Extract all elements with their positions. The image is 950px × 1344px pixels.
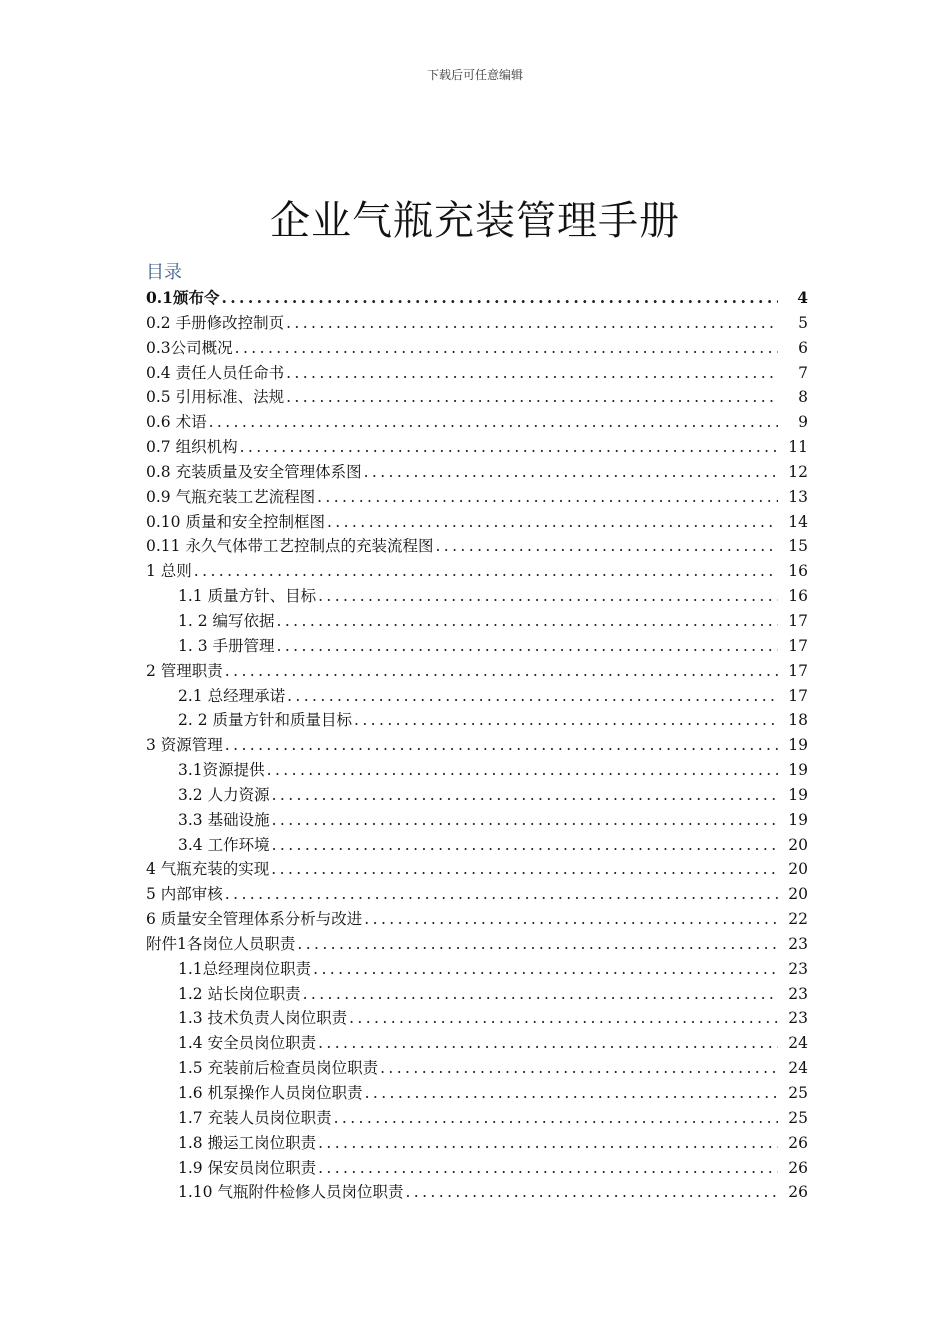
toc-entry[interactable]: [146, 311, 808, 336]
toc-dot-leader: [235, 339, 778, 357]
toc-dot-leader: [364, 463, 778, 481]
toc-entry-page-number: 16: [788, 562, 808, 581]
toc-entry-title: 1.3 技术负责人岗位职责: [178, 1009, 348, 1028]
toc-entry-page-number: 8: [798, 388, 808, 407]
toc-dot-leader: [287, 687, 778, 705]
toc-entry-page-number: 24: [788, 1059, 808, 1078]
toc-entry-title: 1. 3 手册管理: [178, 636, 275, 655]
toc-dot-leader: [303, 985, 778, 1003]
toc-entry-title: 1.2 站长岗位职责: [178, 984, 301, 1003]
toc-entry[interactable]: [146, 1106, 808, 1131]
toc-entry-title: 0.9 气瓶充装工艺流程图: [146, 487, 316, 506]
toc-entry[interactable]: [146, 634, 808, 659]
toc-dot-leader: [277, 637, 778, 655]
toc-dot-leader: [365, 1084, 778, 1102]
table-of-contents: [146, 286, 808, 1205]
toc-entry-title: 3.4 工作环境: [178, 835, 270, 854]
toc-dot-leader: [272, 786, 778, 804]
toc-entry-page-number: 20: [788, 885, 808, 904]
toc-entry-page-number: 11: [788, 438, 808, 457]
toc-entry[interactable]: [146, 1081, 808, 1106]
toc-entry[interactable]: [146, 559, 808, 584]
toc-entry[interactable]: [146, 1031, 808, 1056]
toc-entry-page-number: 19: [788, 810, 808, 829]
toc-entry[interactable]: [146, 1006, 808, 1031]
toc-entry[interactable]: [146, 957, 808, 982]
toc-dot-leader: [272, 811, 778, 829]
toc-dot-leader: [240, 438, 778, 456]
toc-entry-title: 0.4 责任人员任命书: [146, 363, 285, 382]
toc-dot-leader: [272, 836, 778, 854]
toc-entry[interactable]: [146, 982, 808, 1007]
toc-entry-title: 0.7 组织机构: [146, 438, 238, 457]
toc-dot-leader: [405, 1183, 778, 1201]
toc-entry-title: 0.3公司概况: [146, 338, 233, 357]
toc-dot-leader: [318, 1034, 778, 1052]
toc-entry-title: 1.7 充装人员岗位职责: [178, 1108, 332, 1127]
toc-dot-leader: [286, 388, 778, 406]
toc-dot-leader: [313, 960, 778, 978]
toc-entry-title: 3 资源管理: [146, 736, 223, 755]
toc-entry[interactable]: [146, 361, 808, 386]
toc-entry-title: 附件1各岗位人员职责: [146, 934, 296, 953]
toc-dot-leader: [349, 1009, 778, 1027]
toc-entry-title: 5 内部审核: [146, 885, 223, 904]
toc-entry-page-number: 23: [788, 959, 808, 978]
header-note: 下载后可任意编辑: [426, 68, 523, 82]
toc-entry-title: 0.1颁布令: [146, 288, 220, 307]
toc-entry[interactable]: [146, 907, 808, 932]
toc-entry-title: 1.10 气瓶附件检修人员岗位职责: [178, 1183, 404, 1202]
toc-entry-title: 1 总则: [146, 562, 192, 581]
toc-dot-leader: [318, 1159, 778, 1177]
toc-entry[interactable]: [146, 534, 808, 559]
toc-entry-title: 1.6 机泵操作人员岗位职责: [178, 1084, 363, 1102]
toc-entry-title: 3.2 人力资源: [178, 785, 270, 804]
toc-entry-page-number: 17: [788, 611, 808, 630]
toc-dot-leader: [354, 711, 778, 729]
toc-entry-title: 6 质量安全管理体系分析与改进: [146, 910, 363, 929]
toc-entry-page-number: 5: [798, 313, 808, 332]
toc-entry-page-number: 20: [788, 860, 808, 879]
toc-entry-page-number: 23: [788, 984, 808, 1003]
toc-entry-page-number: 13: [788, 487, 808, 506]
toc-entry-title: 0.10 质量和安全控制框图: [146, 512, 325, 531]
toc-entry-title: 1. 2 编写依据: [178, 611, 275, 630]
toc-entry-page-number: 9: [798, 413, 808, 432]
toc-dot-leader: [297, 935, 778, 953]
toc-dot-leader: [209, 413, 778, 431]
toc-entry[interactable]: [146, 460, 808, 485]
toc-entry-page-number: 26: [788, 1133, 808, 1152]
toc-entry[interactable]: [146, 857, 808, 882]
toc-entry[interactable]: [146, 1156, 808, 1181]
toc-entry-page-number: 23: [788, 934, 808, 953]
toc-dot-leader: [277, 612, 778, 630]
toc-entry[interactable]: [146, 485, 808, 510]
toc-entry-page-number: 17: [788, 686, 808, 705]
toc-entry[interactable]: [146, 932, 808, 957]
toc-dot-leader: [267, 761, 778, 779]
toc-entry[interactable]: [146, 783, 808, 808]
toc-dot-leader: [318, 587, 778, 605]
toc-entry[interactable]: [146, 1056, 808, 1081]
toc-dot-leader: [225, 885, 778, 903]
toc-entry-page-number: 4: [797, 288, 808, 307]
toc-dot-leader: [327, 513, 778, 531]
toc-entry[interactable]: [146, 385, 808, 410]
toc-entry[interactable]: [146, 659, 808, 684]
toc-entry-title: 3.3 基础设施: [178, 810, 270, 829]
toc-entry-title: 0.2 手册修改控制页: [146, 313, 285, 332]
toc-entry-title: 3.1资源提供: [178, 761, 265, 780]
toc-entry-page-number: 15: [788, 537, 808, 556]
toc-entry[interactable]: [146, 336, 808, 361]
toc-entry-title: 1.1总经理岗位职责: [178, 959, 312, 978]
toc-entry-title: 0.11 永久气体带工艺控制点的充装流程图: [146, 537, 434, 556]
toc-entry-page-number: 26: [788, 1158, 808, 1177]
toc-entry[interactable]: [146, 410, 808, 435]
toc-entry-page-number: 18: [788, 711, 808, 730]
toc-entry-page-number: 14: [788, 512, 808, 531]
toc-entry[interactable]: [146, 1180, 808, 1205]
toc-entry-page-number: 20: [788, 835, 808, 854]
toc-entry-page-number: 17: [788, 661, 808, 680]
toc-entry-page-number: 25: [788, 1108, 808, 1127]
toc-entry-page-number: 19: [788, 761, 808, 780]
toc-entry-title: 2.1 总经理承诺: [178, 686, 286, 705]
toc-entry-page-number: 23: [788, 1009, 808, 1028]
toc-dot-leader: [225, 736, 778, 754]
toc-entry-title: 0.5 引用标准、法规: [146, 388, 285, 407]
toc-dot-leader: [286, 314, 778, 332]
toc-entry-title: 2 管理职责: [146, 661, 223, 680]
toc-entry-page-number: 6: [798, 338, 808, 357]
toc-entry-title: 1.9 保安员岗位职责: [178, 1158, 317, 1177]
toc-entry[interactable]: [146, 1131, 808, 1156]
toc-entry[interactable]: [146, 833, 808, 858]
toc-dot-leader: [380, 1059, 778, 1077]
toc-entry-title: 4 气瓶充装的实现: [146, 860, 270, 879]
toc-entry-title: 1.8 搬运工岗位职责: [178, 1133, 317, 1152]
document-title: 企业气瓶充装管理手册: [270, 197, 680, 244]
toc-entry[interactable]: [146, 510, 808, 535]
toc-entry-title: 1.5 充装前后检查员岗位职责: [178, 1059, 379, 1078]
toc-dot-leader: [221, 288, 778, 307]
toc-dot-leader: [286, 364, 778, 382]
toc-entry-title: 0.6 术语: [146, 413, 207, 432]
toc-dot-leader: [364, 910, 778, 928]
toc-entry[interactable]: [146, 733, 808, 758]
toc-entry[interactable]: [146, 708, 808, 733]
toc-entry[interactable]: [146, 435, 808, 460]
toc-entry-title: 0.8 充装质量及安全管理体系图: [146, 462, 362, 481]
toc-dot-leader: [317, 488, 778, 506]
toc-entry-page-number: 16: [788, 587, 808, 606]
toc-dot-leader: [194, 562, 778, 580]
toc-dot-leader: [334, 1109, 778, 1127]
toc-entry-title: 1.1 质量方针、目标: [178, 587, 317, 606]
toc-entry-title: 1.4 安全员岗位职责: [178, 1034, 317, 1053]
toc-entry-page-number: 25: [788, 1084, 808, 1102]
toc-entry[interactable]: [146, 684, 808, 709]
toc-dot-leader: [225, 662, 778, 680]
toc-heading: 目录: [146, 262, 182, 283]
toc-entry-page-number: 22: [788, 910, 808, 929]
toc-entry[interactable]: [146, 584, 808, 609]
toc-entry-page-number: 19: [788, 736, 808, 755]
toc-entry[interactable]: [146, 758, 808, 783]
toc-entry-page-number: 7: [798, 363, 808, 382]
toc-entry[interactable]: [146, 609, 808, 634]
toc-entry-page-number: 19: [788, 785, 808, 804]
toc-entry[interactable]: [146, 882, 808, 907]
toc-entry[interactable]: [146, 808, 808, 833]
toc-dot-leader: [435, 537, 778, 555]
toc-entry-page-number: 24: [788, 1034, 808, 1053]
toc-entry[interactable]: [146, 286, 808, 311]
toc-entry-page-number: 17: [788, 636, 808, 655]
toc-entry-title: 2. 2 质量方针和质量目标: [178, 711, 353, 730]
toc-entry-page-number: 12: [788, 462, 808, 481]
toc-entry-page-number: 26: [788, 1183, 808, 1202]
toc-dot-leader: [271, 860, 778, 878]
toc-dot-leader: [318, 1134, 778, 1152]
